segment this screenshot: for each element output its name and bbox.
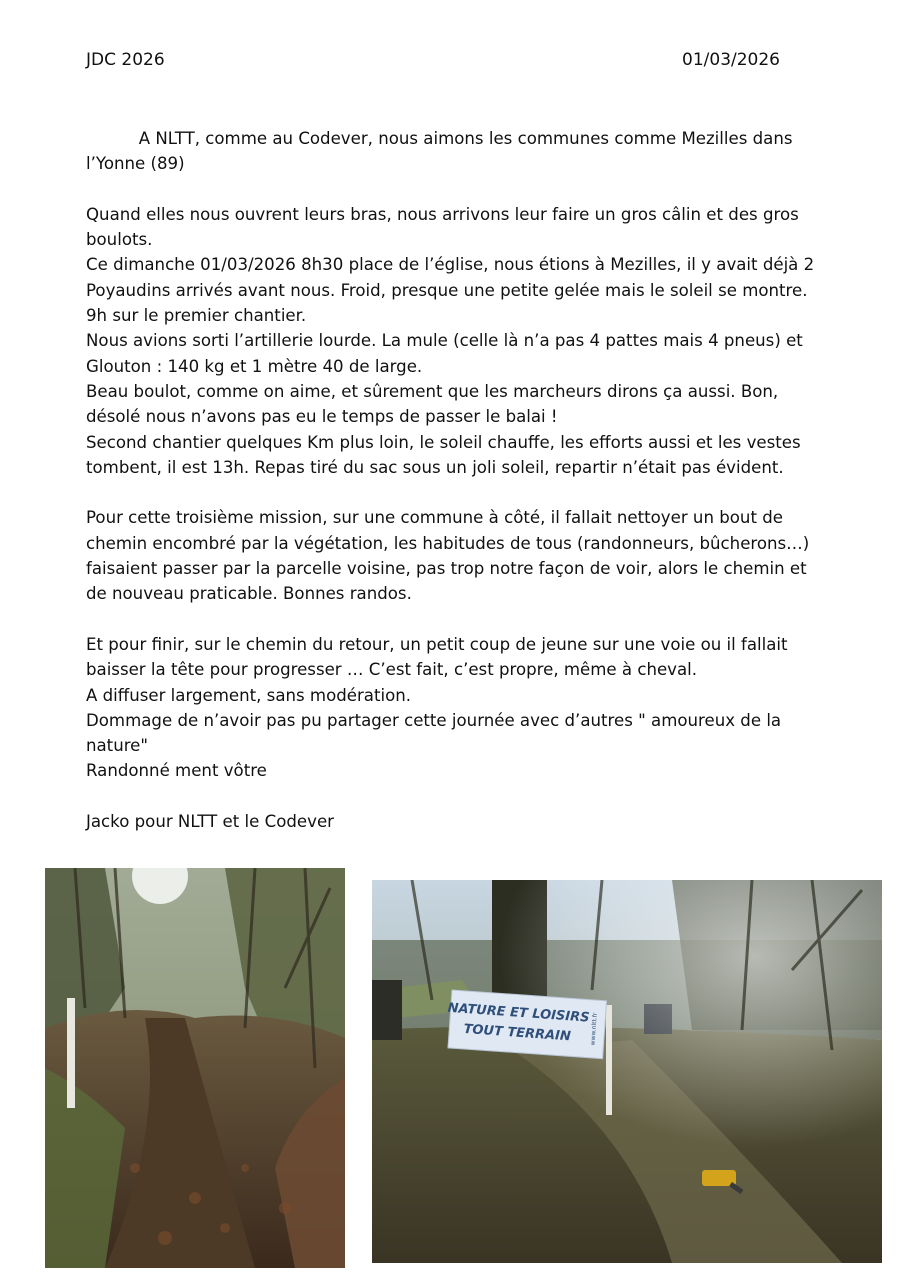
document-date: 01/03/2026: [682, 50, 780, 70]
letter-body: [86, 126, 821, 834]
paragraph-day-report: Quand elles nous ouvrent leurs bras, nous arrivons leur faire un gros câlin et des gros boulots. Ce dimanche 01/03/2026 8h30 place de l’église, nous étions à Mezilles, il y avait déjà 2 Poyaudins arrivés avant nous. Froid, presque une petite gelée mais le soleil se montre. 9h sur le premier chantier. Nous avions sorti l’artillerie lourde. La mule (celle là n’a pas 4 pattes mais 4 pneus) et Glouton : 140 kg et 1 mètre 40 de large. Beau boulot, comme on aime, et sûrement que les marcheurs dirons ça aussi. Bon, désolé nous n’avons pas eu le temps de passer le balai ! Second chantier quelques Km plus loin, le soleil chauffe, les efforts aussi et les vestes tombent, il est 13h. Repas tiré du sac sous un joli soleil, repartir n’était pas évident.: [86, 204, 815, 477]
photo-forest-path: [45, 868, 345, 1268]
paragraph-conclusion: Et pour finir, sur le chemin du retour, un petit coup de jeune sur une voie ou il fallait baisser la tête pour progresser … C’est fait, c’est propre, même à cheval. A diffuser largement, sans modération. Dommage de n’avoir pas pu partager cette journée avec d’autres " amoureux de la nature" Randonné ment vôtre: [86, 634, 788, 781]
banner-url: www.nltt.fr: [589, 1012, 599, 1046]
banner-line-2: TOUT TERRAIN: [463, 1021, 572, 1045]
paragraph-third-mission: Pour cette troisième mission, sur une commune à côté, il fallait nettoyer un bout de chemin encombré par la végétation, les habitudes de tous (randonneurs, bûcherons…) faisaient passer par la parcelle voisine, pas trop notre façon de voir, alors le chemin et de nouveau praticable. Bonnes randos.: [86, 508, 810, 604]
page-header: [86, 50, 780, 76]
paragraph-intro: A NLTT, comme au Codever, nous aimons les communes comme Mezilles dans l’Yonne (89): [86, 129, 793, 174]
document-title: JDC 2026: [86, 50, 165, 70]
banner-line-1: NATURE ET LOISIRS: [447, 1000, 590, 1026]
signature: Jacko pour NLTT et le Codever: [86, 812, 334, 832]
photo-banner-in-woods: [372, 880, 882, 1263]
